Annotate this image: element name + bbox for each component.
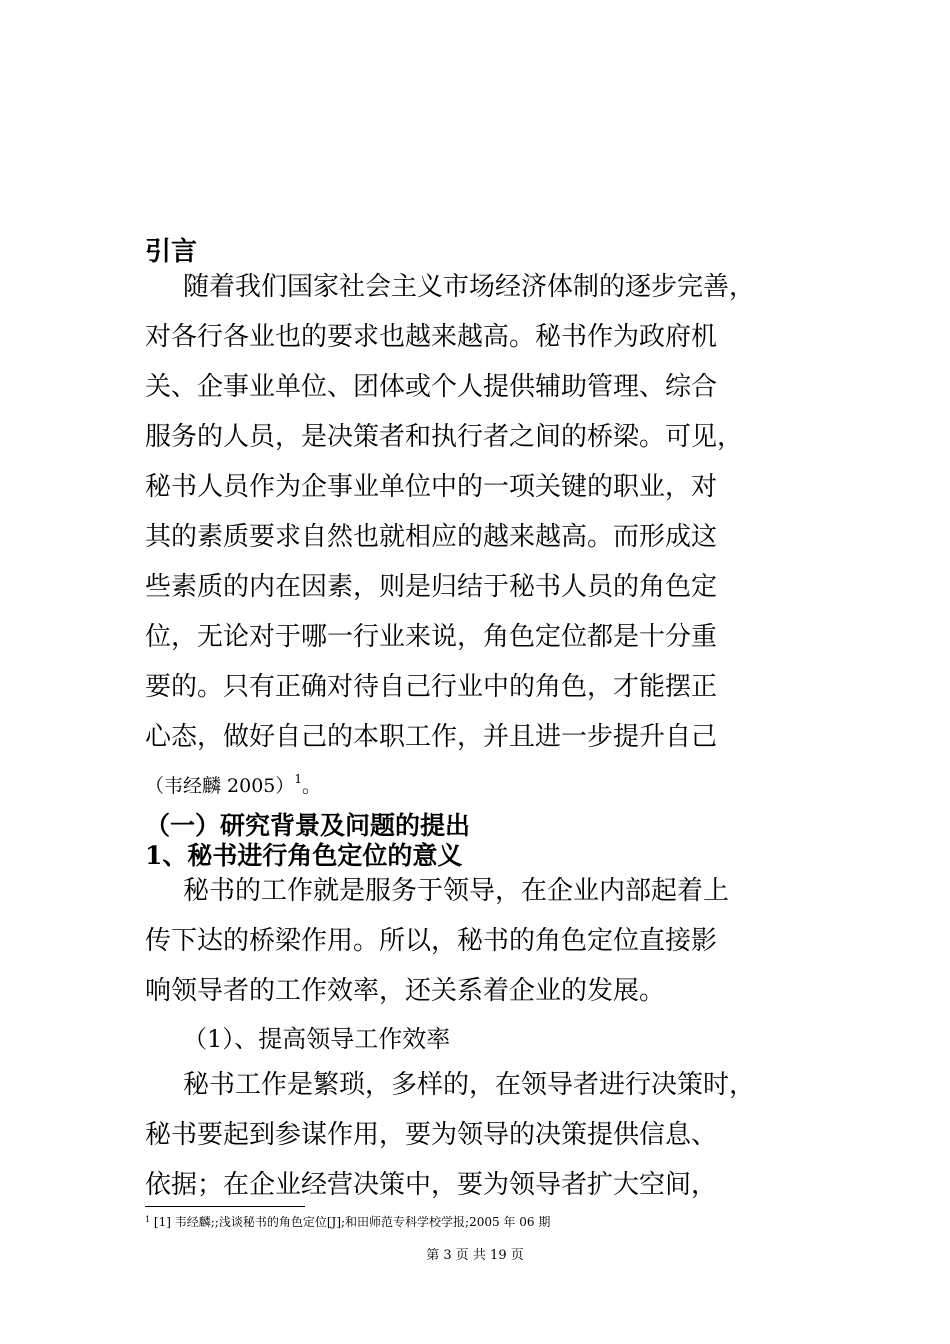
citation-text: （韦经麟 2005） xyxy=(145,775,295,797)
item-title: （1）、提高领导工作效率 xyxy=(183,1025,451,1053)
paragraph-line: 关、企事业单位、团体或个人提供辅助管理、综合 xyxy=(145,372,718,402)
paragraph-line: 秘书工作是繁琐，多样的，在领导者进行决策时， xyxy=(183,1070,756,1100)
paragraph-line: 些素质的内在因素，则是归结于秘书人员的角色定 xyxy=(145,572,718,602)
paragraph-line: 依据；在企业经营决策中，要为领导者扩大空间， xyxy=(145,1170,718,1200)
paragraph-line: 位，无论对于哪一行业来说，角色定位都是十分重 xyxy=(145,622,718,652)
intro-heading: 引言 xyxy=(145,237,198,267)
paragraph-line: 随着我们国家社会主义市场经济体制的逐步完善， xyxy=(183,272,756,302)
section-heading: （一）研究背景及问题的提出 xyxy=(145,811,471,840)
paragraph-line: 要的。只有正确对待自己行业中的角色，才能摆正 xyxy=(145,672,718,702)
footnote-mark: 1 xyxy=(145,1215,151,1224)
paragraph-line: 其的素质要求自然也就相应的越来越高。而形成这 xyxy=(145,522,718,552)
page-number: 第 3 页 共 19 页 xyxy=(426,1248,524,1263)
citation-end: 。 xyxy=(302,775,322,797)
paragraph-line: 服务的人员，是决策者和执行者之间的桥梁。可见， xyxy=(145,422,744,452)
footnote-separator xyxy=(145,1206,305,1207)
paragraph-line: 传下达的桥梁作用。所以，秘书的角色定位直接影 xyxy=(145,926,718,956)
paragraph-line: 心态，做好自己的本职工作，并且进一步提升自己 xyxy=(145,722,718,752)
citation xyxy=(145,766,321,799)
footnote-ref[interactable]: 1 xyxy=(294,772,303,786)
paragraph-line: 响领导者的工作效率，还关系着企业的发展。 xyxy=(145,976,666,1006)
paragraph-line: 秘书要起到参谋作用，要为领导的决策提供信息、 xyxy=(145,1120,718,1150)
footnote xyxy=(145,1212,550,1230)
paragraph-line: 对各行各业也的要求也越来越高。秘书作为政府机 xyxy=(145,322,718,352)
footnote-text: [1] 韦经麟;;浅谈秘书的角色定位[J];和田师范专科学校学报;2005 年 06 期 xyxy=(153,1215,551,1229)
paragraph-line: 秘书的工作就是服务于领导，在企业内部起着上 xyxy=(183,876,730,906)
subsection-heading: 1、秘书进行角色定位的意义 xyxy=(145,841,463,870)
paragraph-line: 秘书人员作为企事业单位中的一项关键的职业，对 xyxy=(145,472,718,502)
